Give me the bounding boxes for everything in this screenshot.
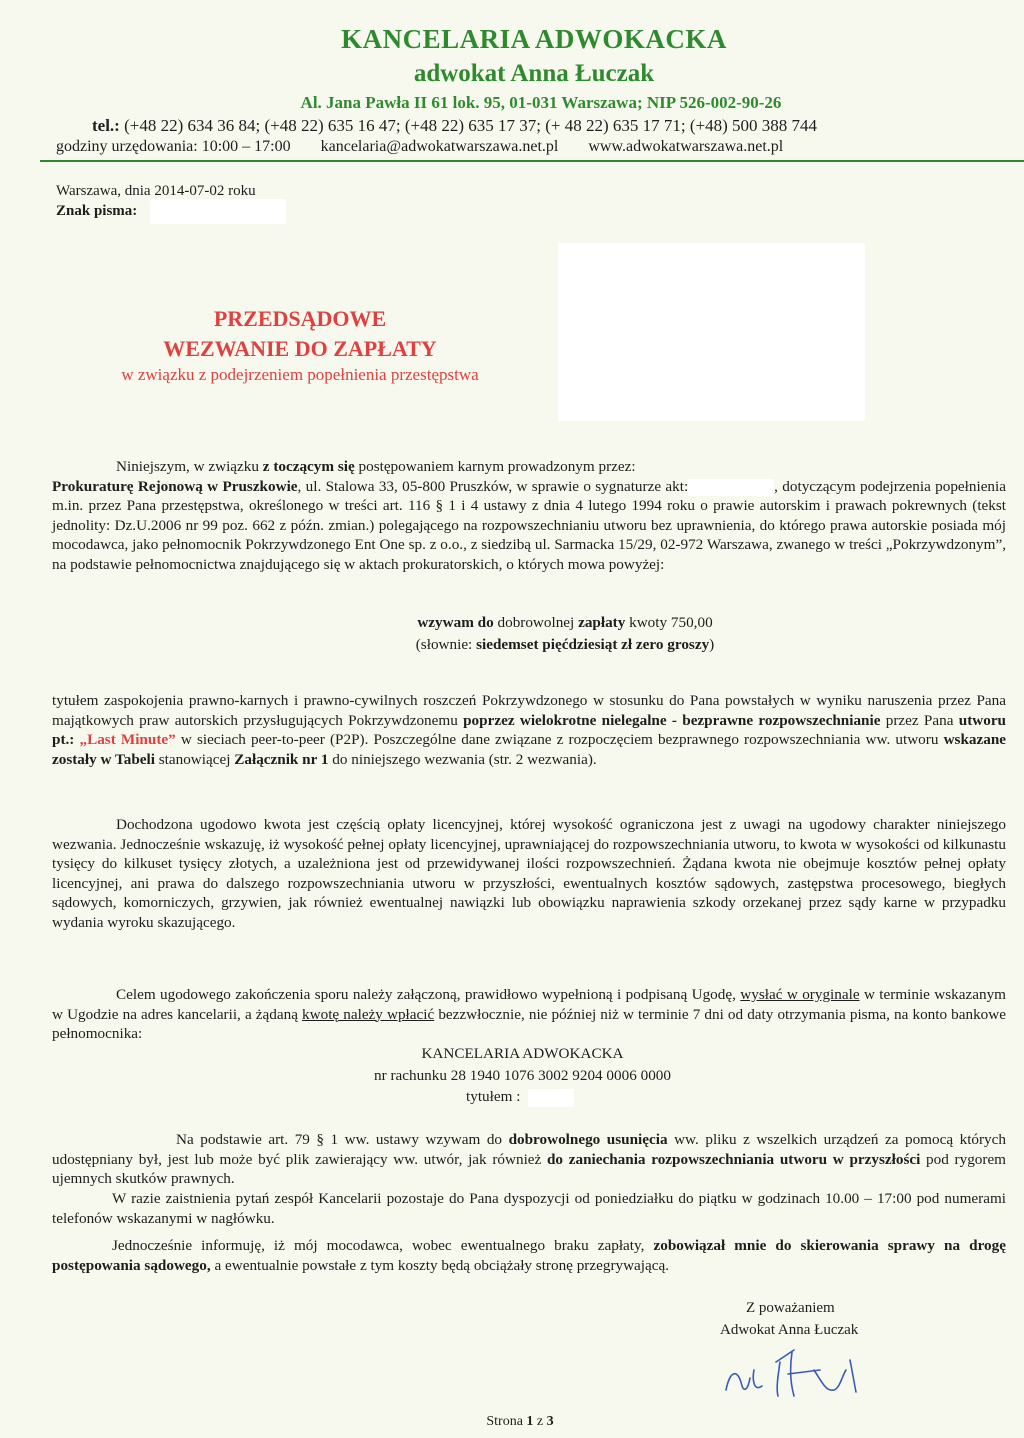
paragraph-proceedings [52, 457, 1006, 574]
handwritten-signature [718, 1340, 888, 1400]
bank-name: KANCELARIA ADWOKACKA [421, 1045, 624, 1062]
p5-bold: do zaniechania rozpowszechniania utworu w przyszłości [546, 1150, 921, 1168]
page-of: z [533, 1414, 547, 1429]
attachment-ref: Załącznik nr 1 [234, 750, 329, 768]
p7-text: a ewentualnie powstałe z tym koszty będą obciążały stronę przegrywającą. [210, 1256, 670, 1274]
p2-bold: utworu pt.: [52, 711, 1007, 748]
p4-text: w terminie wskazanym w Ugodzie na adres kancelarii, a żądaną [52, 986, 1006, 1023]
total-pages: 3 [546, 1414, 554, 1429]
bank-account: nr rachunku 28 1940 1076 3002 9204 0006 0000 [374, 1067, 671, 1084]
p2-text: tytułem zaspokojenia prawno-karnych i prawno-cywilnych roszczeń Pokrzywdzonego w stosunku do Pana powstałych w wyniku naruszenia przez Pana majątkowych praw autorskich przysługujących Pokrzywdzonemu [52, 692, 1006, 729]
document-title-line1: PRZEDSĄDOWE [213, 306, 387, 331]
p1-bold: z toczącym się [262, 458, 355, 475]
p4-underlined: wysłać w oryginale [740, 986, 860, 1003]
p2-bold: poprzez wielokrotne nielegalne - bezprawne rozpowszechnianie [463, 711, 881, 729]
p1-text: Niniejszym, w związku [116, 458, 263, 475]
p2-text: przez Pana [880, 711, 959, 729]
page-number [0, 1414, 1024, 1430]
words-open: (słownie: [415, 636, 477, 653]
p4-text: Celem ugodowego zakończenia sporu należy załączoną, prawidłowo wypełnioną i podpisaną Ugodę, [116, 986, 741, 1003]
p6-text: W razie zaistnienia pytań zespół Kancelarii pozostaje do Pana dyspozycji od poniedziałku do piątku w godzinach 10.00 – 17:00 pod numerami telefonów wskazanymi w nagłówku. [52, 1190, 1006, 1227]
reference-label: Znak pisma: [56, 203, 138, 219]
prosecutor-office: Prokuraturę Rejonową w Pruszkowie [52, 477, 298, 495]
amount-demand [0, 613, 1024, 633]
p7-text: Jednocześnie informuję, iż mój mocodawca, wobec ewentualnego braku zapłaty, [112, 1237, 654, 1254]
redacted-recipient-address [558, 243, 865, 421]
redacted-reference [150, 199, 286, 224]
signatory-name: Adwokat Anna Łuczak [720, 1322, 859, 1338]
website-address: www.adwokatwarszawa.net.pl [588, 138, 784, 155]
p4-underlined: kwotę należy wpłacić [302, 1005, 435, 1023]
firm-address: Al. Jana Pawła II 61 lok. 95, 01-031 Warszawa; NIP 526-002-90-26 [300, 93, 782, 112]
p2-bold: wskazane zostały w Tabeli [52, 731, 1007, 768]
document-subtitle: w związku z podejrzeniem popełnienia przestępstwa [121, 365, 479, 384]
document-title-line2: WEZWANIE DO ZAPŁATY [163, 336, 437, 361]
header-divider [40, 160, 1024, 162]
p5-text: Na podstawie art. 79 § 1 ww. ustawy wzywam do [176, 1131, 509, 1148]
paragraph-court [52, 1236, 1006, 1275]
paragraph-removal [52, 1130, 1006, 1189]
page-label: Strona [486, 1414, 527, 1429]
current-page: 1 [526, 1414, 534, 1429]
amount-value: kwoty 750,00 [625, 614, 713, 631]
contact-line [56, 138, 809, 156]
phone-numbers: (+48 22) 634 36 84; (+48 22) 635 16 47; (+48 22) 635 17 37; (+ 48 22) 635 17 71; (+48) 500 388 744 [124, 116, 818, 135]
transfer-title [466, 1087, 574, 1107]
words-close: ) [709, 636, 715, 653]
letter-date: Warszawa, dnia 2014-07-02 roku [56, 183, 256, 199]
demand-bold: wzywam do [417, 614, 494, 631]
p7-bold: zobowiązał mnie do skierowania sprawy na drogę postępowania sądowego, [52, 1237, 1006, 1274]
p2-text: stanowiącej [154, 750, 235, 768]
paragraph-licence-fee [52, 815, 1006, 932]
paragraph-questions [52, 1189, 1006, 1228]
paragraph-settlement [52, 985, 1006, 1044]
p5-text: pod rygorem ujemnych skutków prawnych. [52, 1150, 1006, 1187]
p3-text: Dochodzona ugodowo kwota jest częścią opłaty licencyjnej, której wysokość ograniczona jest z uwagi na ugodowy charakter niniejszego wezwania. Jednocześnie wskazuję, iż wysokość pełnej opłaty licencyjnej, uprawniającej do rozpowszechniania utworu, to kwota w wysokości od kilkunastu tysięcy do kilkuset tysięcy złotych, a uzależniona jest od przewidywanej ilości rozpowszechnień. Żądana kwota nie obejmuje kosztów pełnej opłaty licencyjnej, ani prawa do dalszego rozpowszechniania utworu w przyszłości, ewentualnych kosztów sądowych, zastępstwa procesowego, biegłych sądowych, komorniczych, grzywien, jak również ewentualnej nawiązki lub obowiązku naprawienia szkody orzekanej przez sądy karne w przypadku wydania wyroku skazującego. [52, 816, 1006, 931]
amount-words: siedemset pięćdziesiąt zł zero groszy [476, 636, 710, 653]
demand-bold: zapłaty [578, 614, 626, 631]
office-hours: godziny urzędowania: 10:00 – 17:00 [56, 138, 291, 155]
p1-text: , ul. Stalowa 33, 05-800 Pruszków, w sprawie o sygnaturze akt: [297, 477, 689, 495]
firm-name: KANCELARIA ADWOKACKA [341, 24, 727, 54]
email-address: kancelaria@adwokatwarszawa.net.pl [320, 138, 559, 155]
p1-text: , dotyczącym podejrzenia popełnienia m.in. przez Pana przestępstwa, określonego w treści art. 116 § 1 i 4 ustawy z dnia 4 lutego 1994 roku o prawie autorskim i prawach pokrewnych (tekst jednolity: Dz.U.2006 nr 99 poz. 662 z późn. zmian.) polegającego na rozpowszechnianiu utworu bez uprawnienia, do którego prawa autorskie posiada mój mocodawca, jako pełnomocnik Pokrzywdzonego Ent One sp. z o.o., z siedzibą ul. Sarmacka 15/29, 02-972 Warszawa, zwanego w treści „Pokrzywdzonym”, na podstawie pełnomocnictwa znajdującego się w aktach prokuratorskich, o których mowa powyżej: [52, 477, 1006, 573]
redacted-transfer-title [528, 1089, 574, 1107]
amount-in-words [0, 635, 1024, 655]
p2-text: do niniejszego wezwania (str. 2 wezwania). [328, 750, 597, 768]
redacted-case-number [688, 479, 774, 496]
p4-text: bezzwłocznie, nie później niż w terminie 7 dni od daty otrzymania pisma, na konto bankowe pełnomocnika: [52, 1005, 1006, 1042]
work-title: „Last Minute” [74, 731, 176, 748]
lawyer-name: adwokat Anna Łuczak [413, 60, 655, 87]
demand-text: dobrowolnej [493, 614, 579, 631]
p5-text: ww. pliku z wszelkich urządzeń za pomocą których udostępniany był, jest lub może być plik zawierający ww. utwór, jak również [52, 1131, 1006, 1168]
p2-text: w sieciach peer-to-peer (P2P). Poszczególne dane związane z rozpoczęciem bezprawnego rozpowszechniania ww. utworu [175, 731, 944, 748]
paragraph-infringement [52, 691, 1006, 769]
phone-label: tel.: [92, 116, 120, 135]
closing-greeting: Z poważaniem [746, 1300, 835, 1316]
phone-line [92, 116, 817, 136]
p5-bold: dobrowolnego usunięcia [508, 1131, 668, 1148]
p1-text: postępowaniem karnym prowadzonym przez: [354, 458, 636, 475]
transfer-title-label: tytułem : [466, 1088, 521, 1105]
